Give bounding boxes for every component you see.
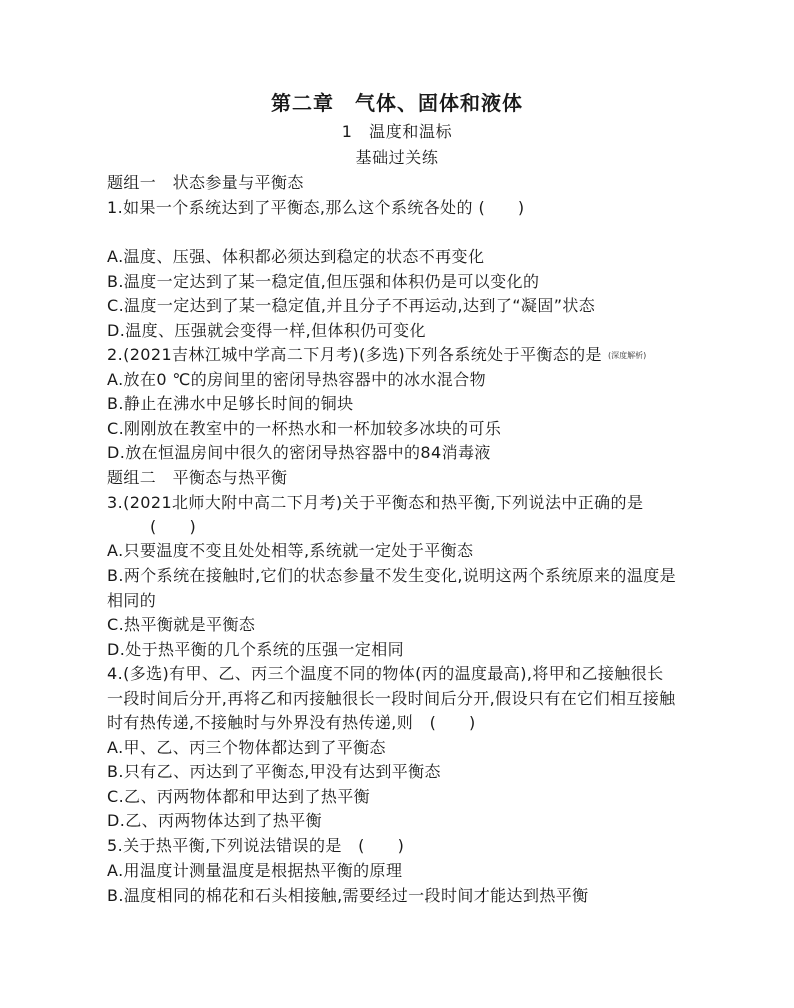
- group-1-heading: 题组一 状态参量与平衡态: [107, 173, 304, 192]
- question-2-tag: (深度解析): [607, 350, 647, 360]
- exercise-title: 基础过关练: [355, 148, 439, 167]
- question-4-option-b: B.只有乙、丙达到了平衡态,甲没有达到平衡态: [107, 762, 441, 781]
- question-2-option-d: D.放在恒温房间中很久的密闭导热容器中的84消毒液: [107, 443, 491, 462]
- question-2-option-a: A.放在0 ℃的房间里的密闭导热容器中的冰水混合物: [107, 370, 486, 389]
- question-4-option-d: D.乙、丙两物体达到了热平衡: [107, 811, 323, 830]
- question-4-stem-line-3: 时有热传递,不接触时与外界没有热传递,则 ( ): [107, 713, 476, 732]
- group-2-heading: 题组二 平衡态与热平衡: [107, 468, 288, 487]
- chapter-title: 第二章 气体、固体和液体: [271, 91, 523, 115]
- question-1-option-d: D.温度、压强就会变得一样,但体积仍可变化: [107, 321, 426, 340]
- question-1-option-c: C.温度一定达到了某一稳定值,并且分子不再运动,达到了“凝固”状态: [107, 296, 596, 315]
- question-4-option-c: C.乙、丙两物体都和甲达到了热平衡: [107, 787, 371, 806]
- question-3-option-b-continued: 相同的: [107, 591, 157, 610]
- question-4-stem: 4.(多选)有甲、乙、丙三个温度不同的物体(丙的温度最高),将甲和乙接触很长: [107, 664, 664, 683]
- section-title: 1 温度和温标: [341, 122, 453, 141]
- question-2-stem-line: [107, 343, 646, 368]
- question-4-option-a: A.甲、乙、丙三个物体都达到了平衡态: [107, 738, 386, 757]
- question-3-option-a: A.只要温度不变且处处相等,系统就一定处于平衡态: [107, 541, 474, 560]
- question-4-stem-line-2: 一段时间后分开,再将乙和丙接触很长一段时间后分开,假设只有在它们相互接触: [107, 689, 676, 708]
- question-1-option-b: B.温度一定达到了某一稳定值,但压强和体积仍是可以变化的: [107, 272, 540, 291]
- question-1-stem: 1.如果一个系统达到了平衡态,那么这个系统各处的 ( ): [107, 198, 525, 217]
- question-3-option-d: D.处于热平衡的几个系统的压强一定相同: [107, 640, 405, 659]
- question-3-option-c: C.热平衡就是平衡态: [107, 615, 256, 634]
- question-3-answer-blank: ( ): [150, 517, 197, 536]
- question-3-option-b: B.两个系统在接触时,它们的状态参量不发生变化,说明这两个系统原来的温度是: [107, 566, 677, 585]
- question-5-option-b: B.温度相同的棉花和石头相接触,需要经过一段时间才能达到热平衡: [107, 886, 589, 905]
- question-3-stem: 3.(2021北师大附中高二下月考)关于平衡态和热平衡,下列说法中正确的是: [107, 493, 644, 512]
- question-2-option-c: C.刚刚放在教室中的一杯热水和一杯加较多冰块的可乐: [107, 419, 502, 438]
- question-2-stem-text: 2.(2021吉林江城中学高二下月考)(多选)下列各系统处于平衡态的是: [107, 345, 602, 364]
- question-5-stem: 5.关于热平衡,下列说法错误的是 ( ): [107, 836, 405, 855]
- question-5-option-a: A.用温度计测量温度是根据热平衡的原理: [107, 861, 403, 880]
- question-2-option-b: B.静止在沸水中足够长时间的铜块: [107, 394, 354, 413]
- question-1-option-a: A.温度、压强、体积都必须达到稳定的状态不再变化: [107, 247, 485, 266]
